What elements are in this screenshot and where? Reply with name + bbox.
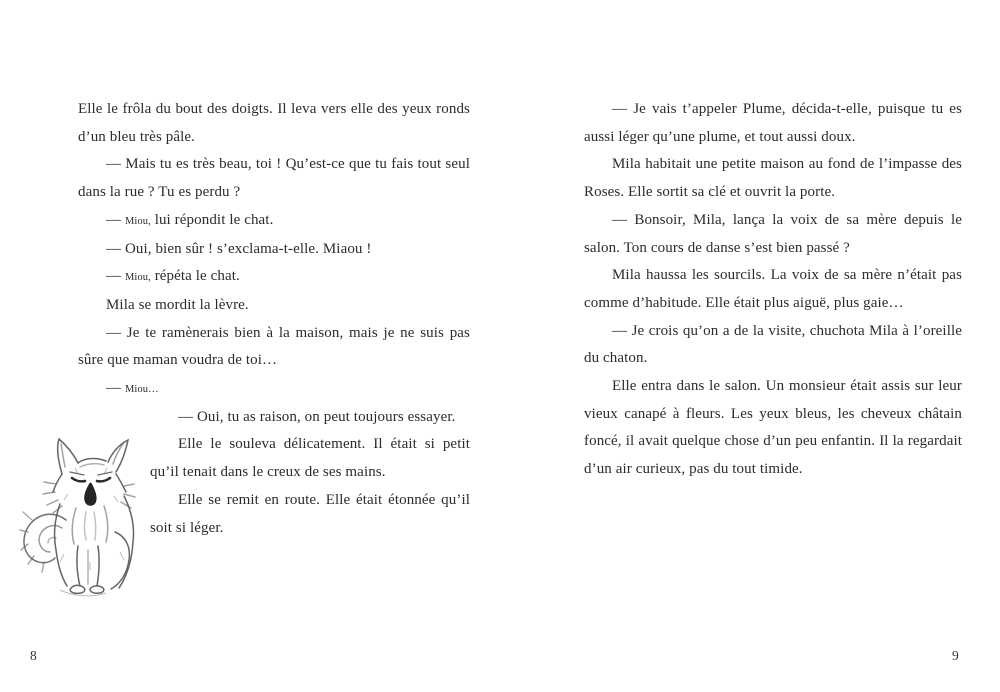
- paragraph: [584, 262, 962, 317]
- paragraph-text: — Je vais t’appeler Plume, décida-t-elle, puisque tu es aussi léger qu’une plume, et tout aussi doux.: [584, 101, 962, 145]
- left-page-text: [78, 96, 470, 606]
- paragraph: [78, 207, 470, 236]
- paragraph: [584, 151, 962, 206]
- paragraph-text: lui répondit le chat.: [150, 211, 274, 228]
- paragraph-text: —: [106, 268, 125, 285]
- paragraph: [78, 236, 470, 264]
- paragraph-text: Mila se mordit la lèvre.: [106, 296, 249, 313]
- kitten-sketch-svg: [20, 434, 144, 606]
- paragraph-text: — Je te ramènerais bien à la maison, mais je ne suis pas sûre que maman voudra de toi…: [78, 324, 470, 369]
- paragraph: [584, 318, 962, 373]
- paragraph: [584, 373, 962, 484]
- cat-meow-text: Miou…: [124, 384, 159, 396]
- paragraph-text: — Oui, tu as raison, on peut toujours essayer.: [178, 408, 456, 425]
- page-number-left: 8: [30, 648, 37, 663]
- cat-eyes: [70, 472, 112, 481]
- paragraph-text: Elle le souleva délicatement. Il était si petit qu’il tenait dans le creux de ses mains.: [150, 436, 470, 481]
- paragraph-text: Elle se remit en route. Elle était étonnée qu’il soit si léger.: [150, 491, 470, 536]
- paragraph: [584, 207, 962, 262]
- paragraph-text: répéta le chat.: [150, 268, 240, 285]
- paragraph: [78, 151, 470, 206]
- paragraph: [78, 292, 470, 320]
- paragraph: [78, 263, 470, 292]
- right-page-text: [584, 96, 962, 484]
- paragraph-text: —: [106, 211, 125, 228]
- paragraph-text: —: [106, 380, 125, 397]
- paragraph: [584, 96, 962, 151]
- cat-open-mouth: [84, 482, 96, 505]
- cat-meow-text: Miou,: [124, 272, 151, 284]
- paragraph-text: — Je crois qu’on a de la visite, chuchota Mila à l’oreille du chaton.: [584, 322, 962, 367]
- cat-tail: [20, 512, 66, 572]
- paragraph-text: — Mais tu es très beau, toi ! Qu’est-ce que tu fais tout seul dans la rue ? Tu es perdu ?: [78, 156, 470, 201]
- cat-meow-text: Miou,: [124, 215, 151, 227]
- paragraph-text: Mila haussa les sourcils. La voix de sa mère n’était pas comme d’habitude. Elle était plus aiguë, plus gaie…: [584, 267, 962, 311]
- cat-body-outline: [43, 439, 135, 593]
- paragraph-text: — Bonsoir, Mila, lança la voix de sa mère depuis le salon. Ton cours de danse s’est bien passé ?: [584, 211, 962, 256]
- paragraph: [78, 320, 470, 375]
- page-number-right: 9: [952, 648, 959, 663]
- paragraph-text: Elle entra dans le salon. Un monsieur était assis sur leur vieux canapé à fleurs. Les yeux bleus, les cheveux châtain foncé, il avait quelque chose d’un peu enfantin. Il la regardait d’un air curieux, pas du tout timide.: [584, 378, 962, 478]
- paragraph-text: — Oui, bien sûr ! s’exclama-t-elle. Miaou !: [106, 240, 372, 257]
- paragraph: [78, 375, 470, 404]
- paragraph: [78, 404, 470, 432]
- paragraph: [78, 96, 470, 151]
- paragraph-text: Mila habitait une petite maison au fond de l’impasse des Roses. Elle sortit sa clé et ouvrit la porte.: [584, 156, 962, 201]
- paragraph-text: Elle le frôla du bout des doigts. Il leva vers elle des yeux ronds d’un bleu très pâle.: [78, 101, 470, 145]
- kitten-illustration: [78, 434, 144, 606]
